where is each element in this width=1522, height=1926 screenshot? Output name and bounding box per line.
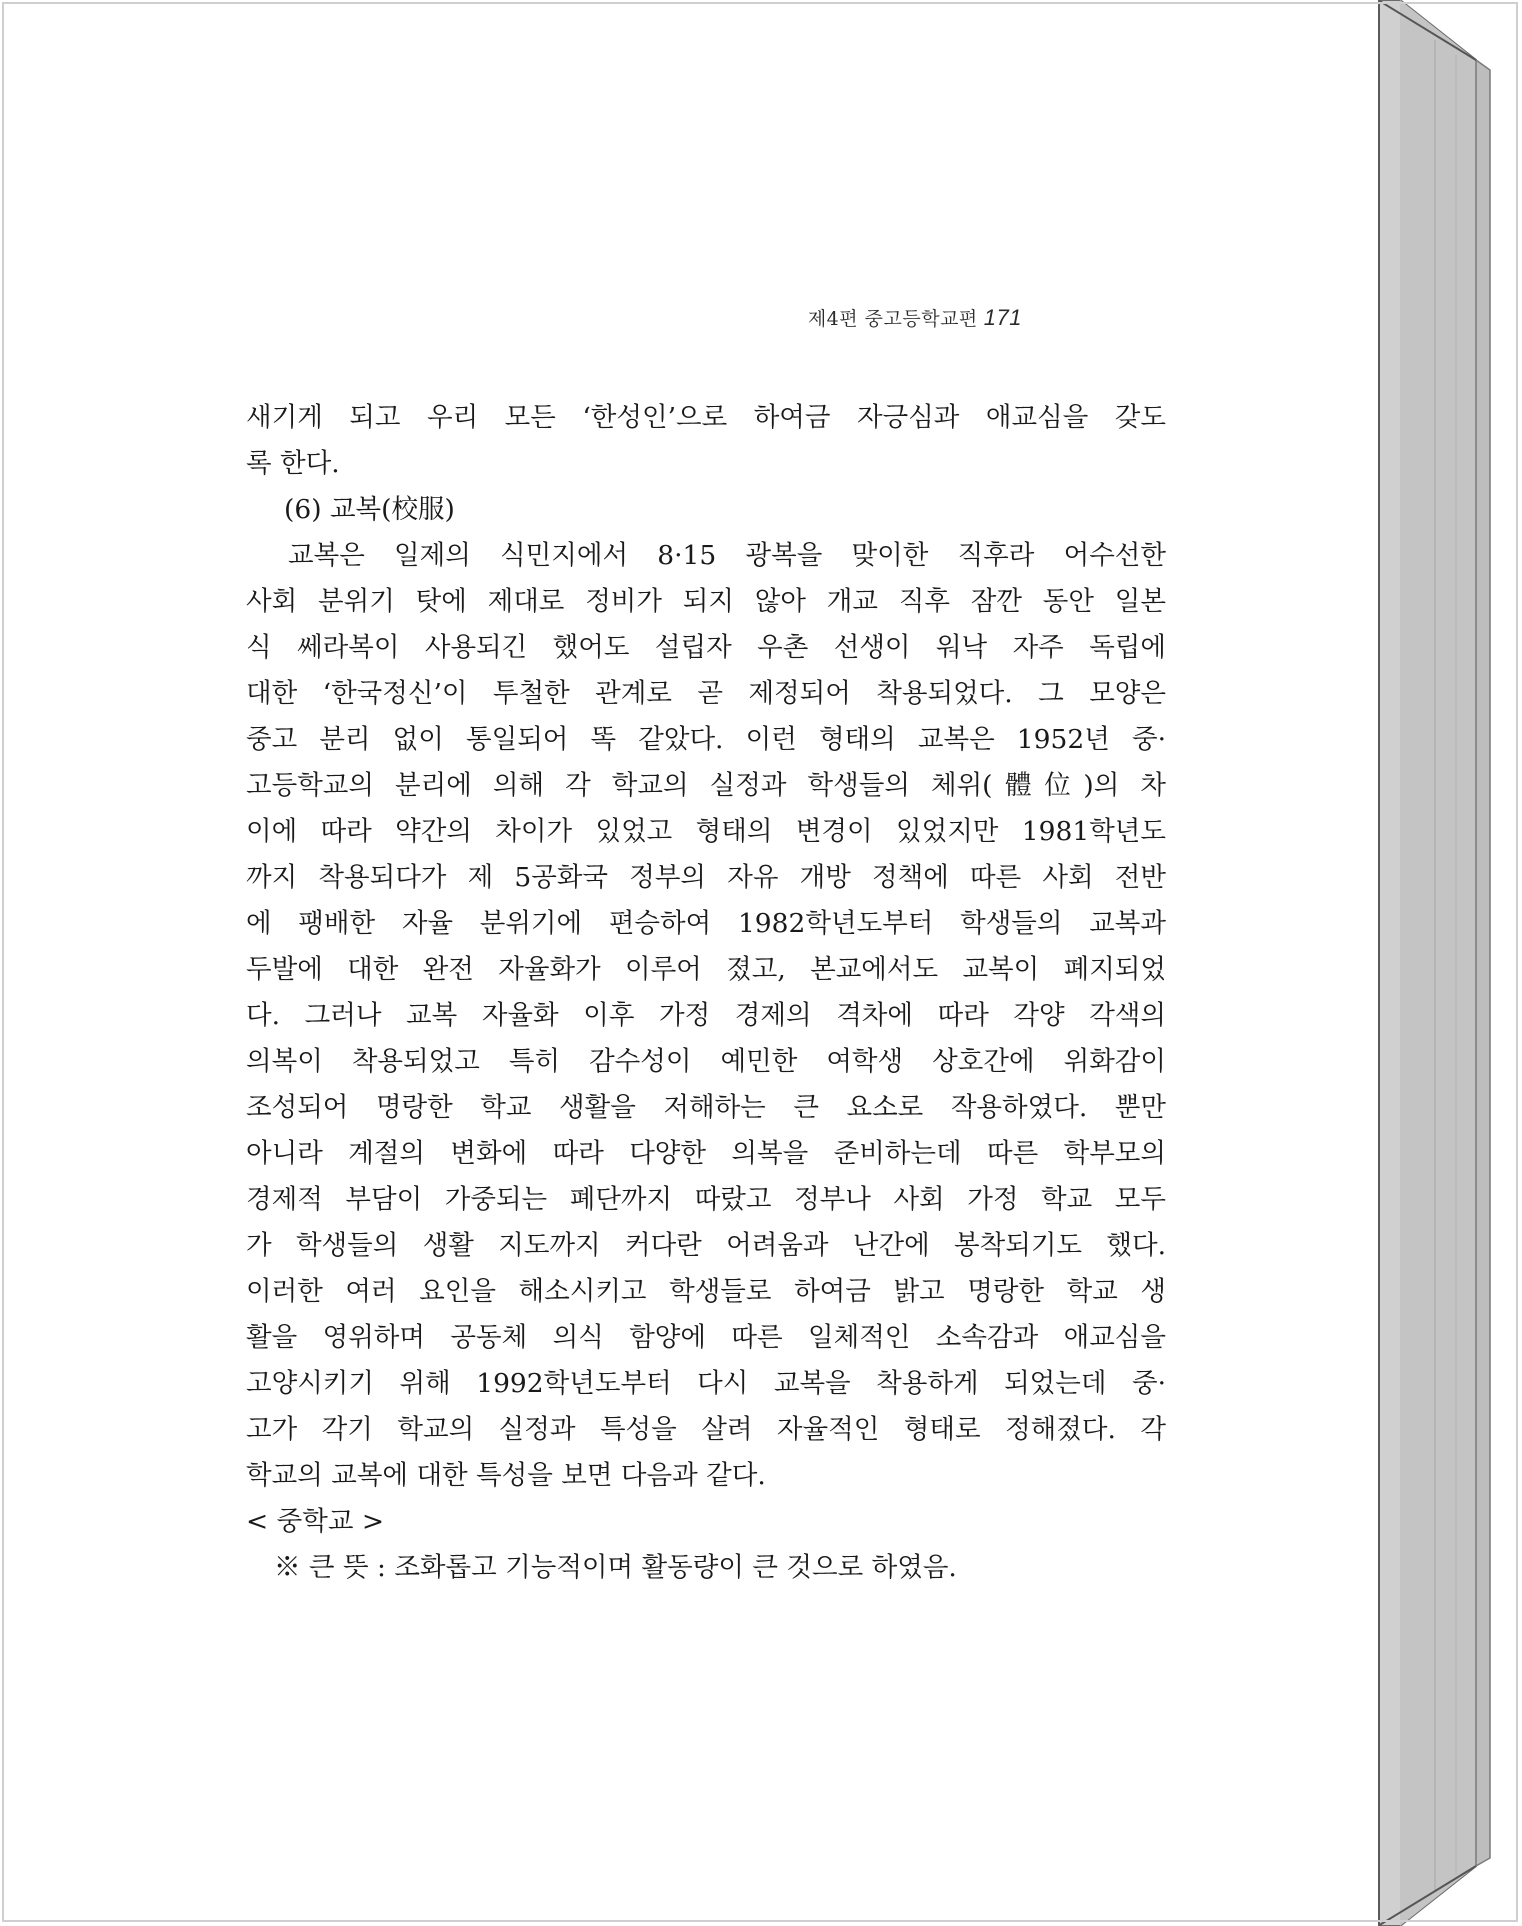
note-line: ※ 큰 뜻 : 조화롭고 기능적이며 활동량이 큰 것으로 하였음.	[274, 1552, 957, 1583]
text-line: 두발에 대한 완전 자율화가 이루어 졌고, 본교에서도 교복이 폐지되었	[246, 954, 1166, 985]
text-line: 학교의 교복에 대한 특성을 보면 다음과 같다.	[246, 1460, 766, 1491]
text-line: 다. 그러나 교복 자율화 이후 가정 경제의 격차에 따라 각양 각색의	[246, 1000, 1166, 1031]
text-line: 조성되어 명랑한 학교 생활을 저해하는 큰 요소로 작용하였다. 뿐만	[246, 1092, 1166, 1123]
section-title: 제4편 중고등학교편	[807, 308, 978, 330]
text-line: 고등학교의 분리에 의해 각 학교의 실정과 학생들의 체위(體位)의 차	[246, 770, 1166, 801]
scan-border	[2, 2, 1518, 1922]
text-line: 가 학생들의 생활 지도까지 커다란 어려움과 난간에 봉착되기도 했다.	[246, 1230, 1166, 1261]
text-line: 이러한 여러 요인을 해소시키고 학생들로 하여금 밝고 명랑한 학교 생	[246, 1276, 1166, 1307]
text-line: 경제적 부담이 가중되는 폐단까지 따랐고 정부나 사회 가정 학교 모두	[246, 1184, 1166, 1215]
text-line: 교복은 일제의 식민지에서 8·15 광복을 맞이한 직후라 어수선한	[288, 540, 1166, 571]
subsection-heading: (6) 교복(校服)	[284, 494, 455, 525]
text-line: 식 쎄라복이 사용되긴 했어도 설립자 우촌 선생이 워낙 자주 독립에	[246, 632, 1166, 663]
subheading-middle-school: < 중학교 >	[246, 1506, 385, 1537]
text-line: 새기게 되고 우리 모든 ‘한성인’으로 하여금 자긍심과 애교심을 갖도	[246, 402, 1166, 433]
text-line: 아니라 계절의 변화에 따라 다양한 의복을 준비하는데 따른 학부모의	[246, 1138, 1166, 1169]
text-line: 고가 각기 학교의 실정과 특성을 살려 자율적인 형태로 정해졌다. 각	[246, 1414, 1166, 1445]
text-line: 록 한다.	[246, 448, 340, 479]
text-line: 활을 영위하며 공동체 의식 함양에 따른 일체적인 소속감과 애교심을	[246, 1322, 1166, 1353]
text-line: 에 팽배한 자율 분위기에 편승하여 1982학년도부터 학생들의 교복과	[246, 908, 1166, 939]
text-line: 중고 분리 없이 통일되어 똑 같았다. 이런 형태의 교복은 1952년 중·	[246, 724, 1166, 755]
text-line: 까지 착용되다가 제 5공화국 정부의 자유 개방 정책에 따른 사회 전반	[246, 862, 1166, 893]
page-number: 171	[983, 305, 1022, 330]
text-line: 고양시키기 위해 1992학년도부터 다시 교복을 착용하게 되었는데 중·	[246, 1368, 1166, 1399]
text-line: 대한 ‘한국정신’이 투철한 관계로 곧 제정되어 착용되었다. 그 모양은	[246, 678, 1166, 709]
text-line: 이에 따라 약간의 차이가 있었고 형태의 변경이 있었지만 1981학년도	[246, 816, 1166, 847]
text-line: 의복이 착용되었고 특히 감수성이 예민한 여학생 상호간에 위화감이	[246, 1046, 1166, 1077]
text-line: 사회 분위기 탓에 제대로 정비가 되지 않아 개교 직후 잠깐 동안 일본	[246, 586, 1166, 617]
